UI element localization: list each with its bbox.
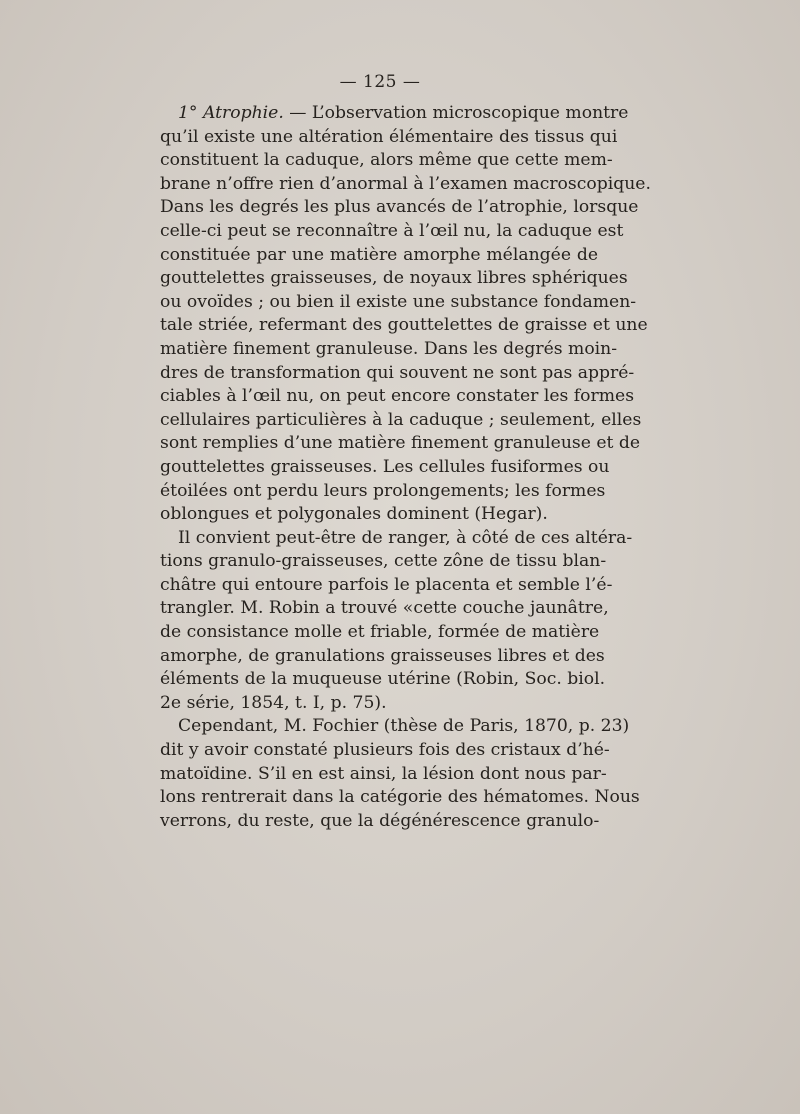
paragraph-fochier [160, 715, 640, 833]
text-line: tions granulo-graisseuses, cette zône de tissu blan- [160, 551, 607, 572]
section-heading: 1° Atrophie. [178, 103, 284, 123]
text-line: ciables à l’œil nu, on peut encore constater les formes [160, 386, 635, 407]
page-number: — 125 — [339, 72, 421, 92]
text-line: trangler. M. Robin a trouvé «cette couche jaunâtre, [160, 598, 609, 619]
text-line: verrons, du reste, que la dégénérescence granulo- [160, 810, 600, 831]
paragraph-atrophie [160, 102, 651, 527]
text-line: dres de transformation qui souvent ne sont pas appré- [160, 362, 635, 383]
text-line: sont remplies d’une matière finement granuleuse et de [160, 433, 641, 454]
text-line: gouttelettes graisseuses, de noyaux libres sphériques [160, 268, 628, 289]
text-line: de consistance molle et friable, formée de matière [160, 622, 600, 643]
text-line: ou ovoïdes ; ou bien il existe une substance fondamen- [160, 291, 637, 312]
text-line: éléments de la muqueuse utérine (Robin, Soc. biol. [160, 669, 606, 690]
text-line: gouttelettes graisseuses. Les cellules fusiformes ou [160, 456, 610, 477]
text-line: étoilées ont perdu leurs prolongements; les formes [160, 480, 606, 501]
text-line: constituée par une matière amorphe mélangée de [160, 244, 598, 265]
body-text [160, 102, 651, 833]
text-line: tale striée, refermant des gouttelettes de graisse et une [160, 315, 648, 336]
text-line: lons rentrerait dans la catégorie des hématomes. Nous [160, 787, 640, 808]
text-line: qu’il existe une altération élémentaire des tissus qui [160, 126, 618, 147]
paragraph-zone-blanchatre [160, 527, 633, 716]
text-line: constituent la caduque, alors même que cette mem- [160, 150, 613, 171]
text-line: oblongues et polygonales dominent (Hegar). [160, 504, 548, 525]
text-line: brane n’offre rien d’anormal à l’examen macroscopique. [160, 173, 651, 194]
text-line: Cependant, M. Fochier (thèse de Paris, 1870, p. 23) [178, 716, 630, 737]
text-line: matière finement granuleuse. Dans les degrés moin- [160, 338, 618, 359]
text-line: 1° Atrophie. — L’observation microscopique montre [178, 103, 629, 123]
text-line: cellulaires particulières à la caduque ; seulement, elles [160, 409, 642, 430]
text-line: amorphe, de granulations graisseuses libres et des [160, 645, 605, 666]
text-line: 2e série, 1854, t. I, p. 75). [160, 692, 387, 713]
text-line: matoïdine. S’il en est ainsi, la lésion dont nous par- [160, 763, 607, 784]
text-line: Dans les degrés les plus avancés de l’atrophie, lorsque [160, 197, 639, 218]
text-line: châtre qui entoure parfois le placenta et semble l’é- [160, 574, 613, 595]
text-line: dit y avoir constaté plusieurs fois des cristaux d’hé- [160, 740, 610, 761]
text-line: celle-ci peut se reconnaître à l’œil nu, la caduque est [160, 220, 624, 241]
text-line: Il convient peut-être de ranger, à côté de ces altéra- [178, 527, 633, 548]
